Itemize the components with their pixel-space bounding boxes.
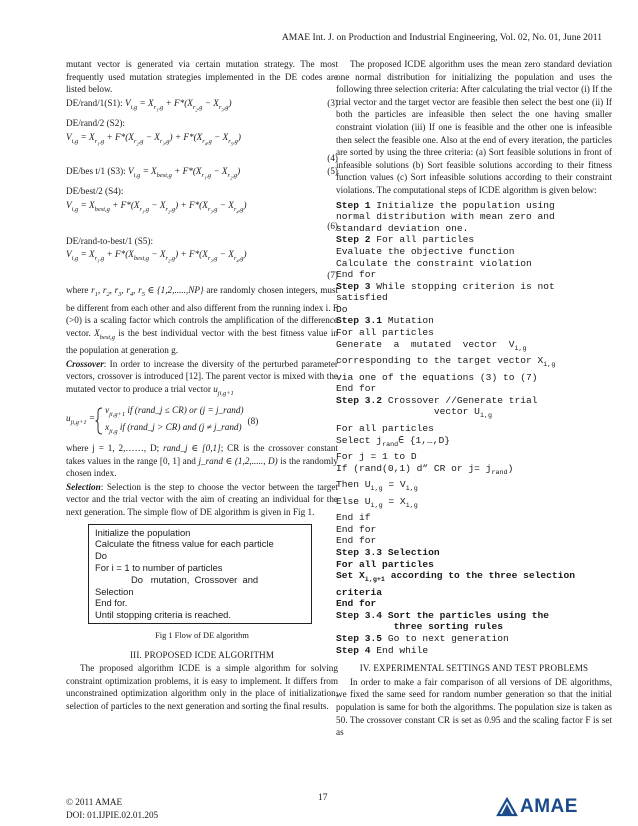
- text: : In order to increase the diversity of the perturbed parameter vectors, crossover is introduced [12]. The parent vector is mixed with the mutated vector to produce a trial vector: [66, 358, 338, 394]
- step-text: For j = 1 to D: [336, 451, 417, 463]
- run-in-heading: Crossover: [66, 358, 104, 369]
- algorithm-step-line: [336, 610, 612, 622]
- logo-mark-icon: [496, 797, 518, 817]
- algorithm-line: End for.: [95, 597, 128, 609]
- running-header: AMAE Int. J. on Production and Industrial Engineering, Vol. 02, No. 01, June 2011: [281, 32, 602, 43]
- paragraph-selection: [66, 481, 338, 519]
- algorithm-step-line: [336, 395, 612, 407]
- algorithm-step-line: [336, 200, 612, 212]
- equation-body: $V_{i,g} = X_{best,g} + F*(X_{r_1,g} - X_{r_2,g})$: [128, 165, 241, 180]
- step-text: Crossover //Generate trial: [382, 394, 538, 406]
- paragraph-crossover: [66, 358, 338, 401]
- text: is the best individual vector with the best fitness value in the population at generation g.: [66, 327, 338, 356]
- step-label: Step 3: [336, 280, 371, 292]
- paragraph: The proposed ICDE algorithm uses the mean zero standard deviation one normal distribution for initializing the population and uses the following three selection criteria: After calculating the trial vector (i) If the trial vector and the target vector are feasible then select the best one (ii) If both the particles are infeasible then select the one having smaller constraint violation (iii) If one is feasible and the other one is infeasible then select the feasible one. Also at the end of every iteration, the particles are sorted by using the three criteria: (a) Sort feasible solutions in front of infeasible solutions (b) Sort feasible solutions according to their fitness function values (c) Sort infeasible solutions according to their constraint violations. The computational steps of ICDE algorithm is given below:: [336, 59, 612, 195]
- step-text: Generate a mutated vector $V_{i,g}$: [336, 338, 527, 353]
- step-label: Step 3.4 Sort the particles using the: [336, 609, 550, 621]
- equation-body: $V_{i,g} = X_{r_1,g} + F*(X_{r_2,g} - X_{r_3,g}) + F*(X_{r_4,g} - X_{r_5,g})$: [66, 132, 241, 147]
- equation-number: (5): [327, 165, 338, 176]
- step-text: If (rand(0,1) d” CR or $j= j_{rand}$): [336, 462, 514, 477]
- equation-label: DE/bes t/1 (S3):: [66, 165, 126, 176]
- algorithm-step-line: [336, 372, 612, 384]
- equation-6: [66, 199, 338, 219]
- math-inline: $u_{ji,g+1}$: [213, 383, 234, 397]
- brace-icon: [95, 407, 103, 435]
- algorithm-step-line: [336, 355, 612, 372]
- text: is the randomly chosen index.: [66, 455, 338, 479]
- algorithm-step-line: [336, 269, 612, 281]
- equation-7: [66, 248, 338, 268]
- equation-number-text: (4): [327, 152, 338, 163]
- text: are randomly chosen integers, must be different from each other and also different from the running index i. F (>0) is a scaling factor which controls the amplification of the difference vector.: [66, 285, 339, 338]
- equation-body: $V_{i,g} = X_{r_1,g} + F*(X_{best,g} - X_{r_2,g}) + F*(X_{r_3,g} - X_{r_4,g})$: [66, 249, 247, 264]
- equation-5: [66, 165, 338, 185]
- step-text: satisfied: [336, 292, 388, 304]
- right-column: [336, 58, 612, 740]
- algorithm-step-line: [336, 435, 612, 452]
- step-label: End for: [336, 598, 377, 610]
- algorithm-step-line: [336, 315, 612, 327]
- copyright: © 2011 AMAE: [66, 797, 123, 807]
- equation-3: [66, 97, 338, 117]
- algorithm-step-line: [336, 621, 612, 633]
- doi: DOI: 01.IJPIE.02.01.205: [66, 809, 159, 820]
- step-text: For all particles: [336, 327, 434, 339]
- algorithm-step-line: [336, 304, 612, 316]
- algorithm-step-line: [336, 479, 612, 496]
- equation-body: $V_{i,g} = X_{r_1,g} + F*(X_{r_2,g} - X_{r_3,g})$: [124, 97, 232, 112]
- text: where: [66, 285, 89, 296]
- equation-label: DE/rand/1(S1):: [66, 97, 123, 108]
- step-label: Step 3.2: [336, 394, 383, 406]
- equation-number: [66, 269, 338, 283]
- equation-case-1: $v_{ji,g+1}$ if (rand_j ≤ CR) or (j = j_rand): [105, 405, 244, 419]
- paragraph: In order to make a fair comparison of all versions of DE algorithms, we fixed the same seed for random number generation so that the initial population is same for both the algorithms. The population size is taken as 50. The crossover constant CR is set as 0.95 and the scaling factor F is set as: [336, 676, 612, 738]
- equation-number: (3): [327, 97, 338, 108]
- footer: [66, 796, 158, 821]
- text: where j = 1, 2,……, D;: [66, 442, 160, 453]
- step-text: Do: [336, 303, 348, 315]
- step-text: End if: [336, 512, 371, 524]
- step-text: corresponding to the target vector $X_{i,g}$: [336, 355, 556, 370]
- algorithm-step-line: [336, 327, 612, 339]
- equation-8: [66, 404, 338, 438]
- step-text: Initialize the population using: [370, 199, 555, 211]
- step-label: Set $X_{i,g+1}$ according to the three selection: [336, 570, 575, 584]
- math-inline: rand_j ∈ [0,1]: [163, 442, 221, 453]
- step-text: For all particles: [370, 234, 475, 246]
- step-text: For all particles: [336, 422, 434, 434]
- equation-label: DE/best/2 (S4):: [66, 186, 124, 197]
- amae-logo: [496, 796, 578, 818]
- step-text: End for: [336, 535, 377, 547]
- figure-caption: Fig 1 Flow of DE algorithm: [155, 630, 249, 640]
- algorithm-step-line: [336, 547, 612, 559]
- algorithm-step-line: [336, 339, 612, 356]
- algorithm-step-line: [336, 496, 612, 513]
- algorithm-step-line: [336, 559, 612, 571]
- step-text: Evaluate the objective function: [336, 245, 515, 257]
- step-text: End for: [336, 383, 377, 395]
- step-text: While stopping criterion is not: [370, 280, 555, 292]
- algorithm-step-line: [336, 535, 612, 547]
- algorithm-line: Do mutation, Crossover and: [131, 573, 259, 585]
- step-text: vector $U_{i,g}$: [336, 406, 493, 421]
- step-text: via one of the equations (3) to (7): [336, 371, 538, 383]
- step-label: criteria: [336, 586, 383, 598]
- equation-lhs: $u_{ji,g+1}$ =: [66, 413, 96, 427]
- algorithm-step-line: [336, 463, 612, 480]
- step-label: Step 4: [336, 644, 371, 656]
- step-text: Calculate the constraint violation: [336, 257, 532, 269]
- step-label: three sorting rules: [336, 621, 503, 633]
- algorithm-line: Initialize the population: [95, 526, 191, 538]
- logo-text: AMAE: [520, 796, 578, 817]
- algorithm-step-line: [336, 512, 612, 524]
- step-label: For all particles: [336, 558, 434, 570]
- step-label: Step 3.3 Selection: [336, 546, 440, 558]
- text: : Selection is the step to choose the vector between the target vector and the trial vector with the aim of creating an individual for the next generation. The simple flow of DE algorithm is given in Fig 1.: [66, 481, 338, 517]
- step-label: Step 3.1: [336, 315, 383, 327]
- text: ; CR is the crossover constant takes values in the range [0, 1] and: [66, 442, 338, 466]
- equation-case-2: $x_{ji,g}$ if (rand_j > CR) and (j ≠ j_rand): [105, 422, 242, 435]
- algorithm-step-line: [336, 598, 612, 610]
- algorithm-step-line: [336, 524, 612, 536]
- algorithm-step-line: [336, 258, 612, 270]
- equation-number: [66, 152, 338, 164]
- paragraph: mutant vector is generated via certain mutation strategy. The most frequently used mutation strategies implemented in the DE codes are listed below.: [66, 59, 338, 95]
- equation-label: DE/rand-to-best/1 (S5):: [66, 235, 154, 246]
- step-label: Step 3.5: [336, 632, 383, 644]
- step-text: Go to next generation: [382, 632, 509, 644]
- algorithm-step-line: [336, 587, 612, 599]
- algorithm-step-line: [336, 645, 612, 657]
- algorithm-line: Calculate the fitness value for each particle: [95, 538, 274, 550]
- run-in-heading: Selection: [66, 481, 101, 492]
- algorithm-step-line: [336, 570, 612, 587]
- step-text: Select $j_{rand}\in$ {1,…,D}: [336, 434, 451, 449]
- algorithm-step-line: [336, 211, 612, 223]
- page-number: 17: [318, 792, 328, 803]
- step-text: Then $U_{i,g} = V_{i,g}$: [336, 479, 418, 494]
- equation-4: [66, 131, 338, 151]
- algorithm-step-line: [336, 633, 612, 645]
- algorithm-step-line: [336, 234, 612, 246]
- algorithm-step-line: [336, 292, 612, 304]
- section-heading: III. PROPOSED ICDE ALGORITHM: [129, 649, 275, 660]
- algorithm-step-line: [336, 281, 612, 293]
- algorithm-line: Selection: [95, 585, 134, 597]
- equation-body: $V_{i,g} = X_{best,g} + F*(X_{r_1,g} - X_{r_2,g}) + F*(X_{r_3,g} - X_{r_4,g})$: [66, 200, 247, 215]
- algorithm-step-line: [336, 383, 612, 395]
- step-text: standard deviation one.: [336, 222, 469, 234]
- step-label: Step 1: [336, 199, 371, 211]
- step-label: Step 2: [336, 234, 371, 246]
- paragraph-where: [66, 284, 338, 357]
- paragraph-where-2: [66, 442, 338, 480]
- algorithm-line: For i = 1 to number of particles: [95, 561, 223, 573]
- algorithm-step-line: [336, 451, 612, 463]
- step-text: End for: [336, 269, 377, 281]
- algorithm-step-line: [336, 246, 612, 258]
- algorithm-step-line: [336, 423, 612, 435]
- equation-number-text: (7): [327, 270, 338, 281]
- step-text: Mutation: [382, 315, 434, 327]
- step-text: normal distribution with mean zero and: [336, 211, 555, 223]
- equation-label: DE/rand/2 (S2):: [66, 118, 125, 129]
- algorithm-steps: [336, 200, 612, 657]
- algorithm-step-line: [336, 406, 612, 423]
- algorithm-line: Until stopping criteria is reached.: [95, 609, 232, 621]
- section-heading: IV. EXPERIMENTAL SETTINGS AND TEST PROBLEMS: [359, 663, 589, 674]
- step-text: End while: [370, 644, 429, 656]
- math-inline: j_rand ∈ (1,2,....., D): [198, 455, 278, 466]
- equation-number: [66, 220, 338, 234]
- equation-number: (8): [247, 415, 259, 426]
- algorithm-line: Do: [95, 550, 107, 562]
- algorithm-step-line: [336, 223, 612, 235]
- equation-number-text: (6): [327, 220, 338, 231]
- left-column: [66, 58, 338, 713]
- step-text: End for: [336, 523, 377, 535]
- math-inline: $r_1$, $r_2$, $r_3$, $r_4$, $r_5$ ∈ {1,2,.....,NP}: [91, 285, 204, 298]
- paragraph: The proposed algorithm ICDE is a simple algorithm for solving constraint optimization problems, it is easy to implement. It differs from unconstrained optimization algorithm only in the place of initialization, selection of particles to the next generation and sorting the final results.: [66, 663, 338, 711]
- math-inline: $X_{best,g}$: [94, 327, 115, 341]
- algorithm-box: [88, 524, 312, 624]
- step-text: Else $U_{i,g} = X_{i,g}$: [336, 495, 418, 510]
